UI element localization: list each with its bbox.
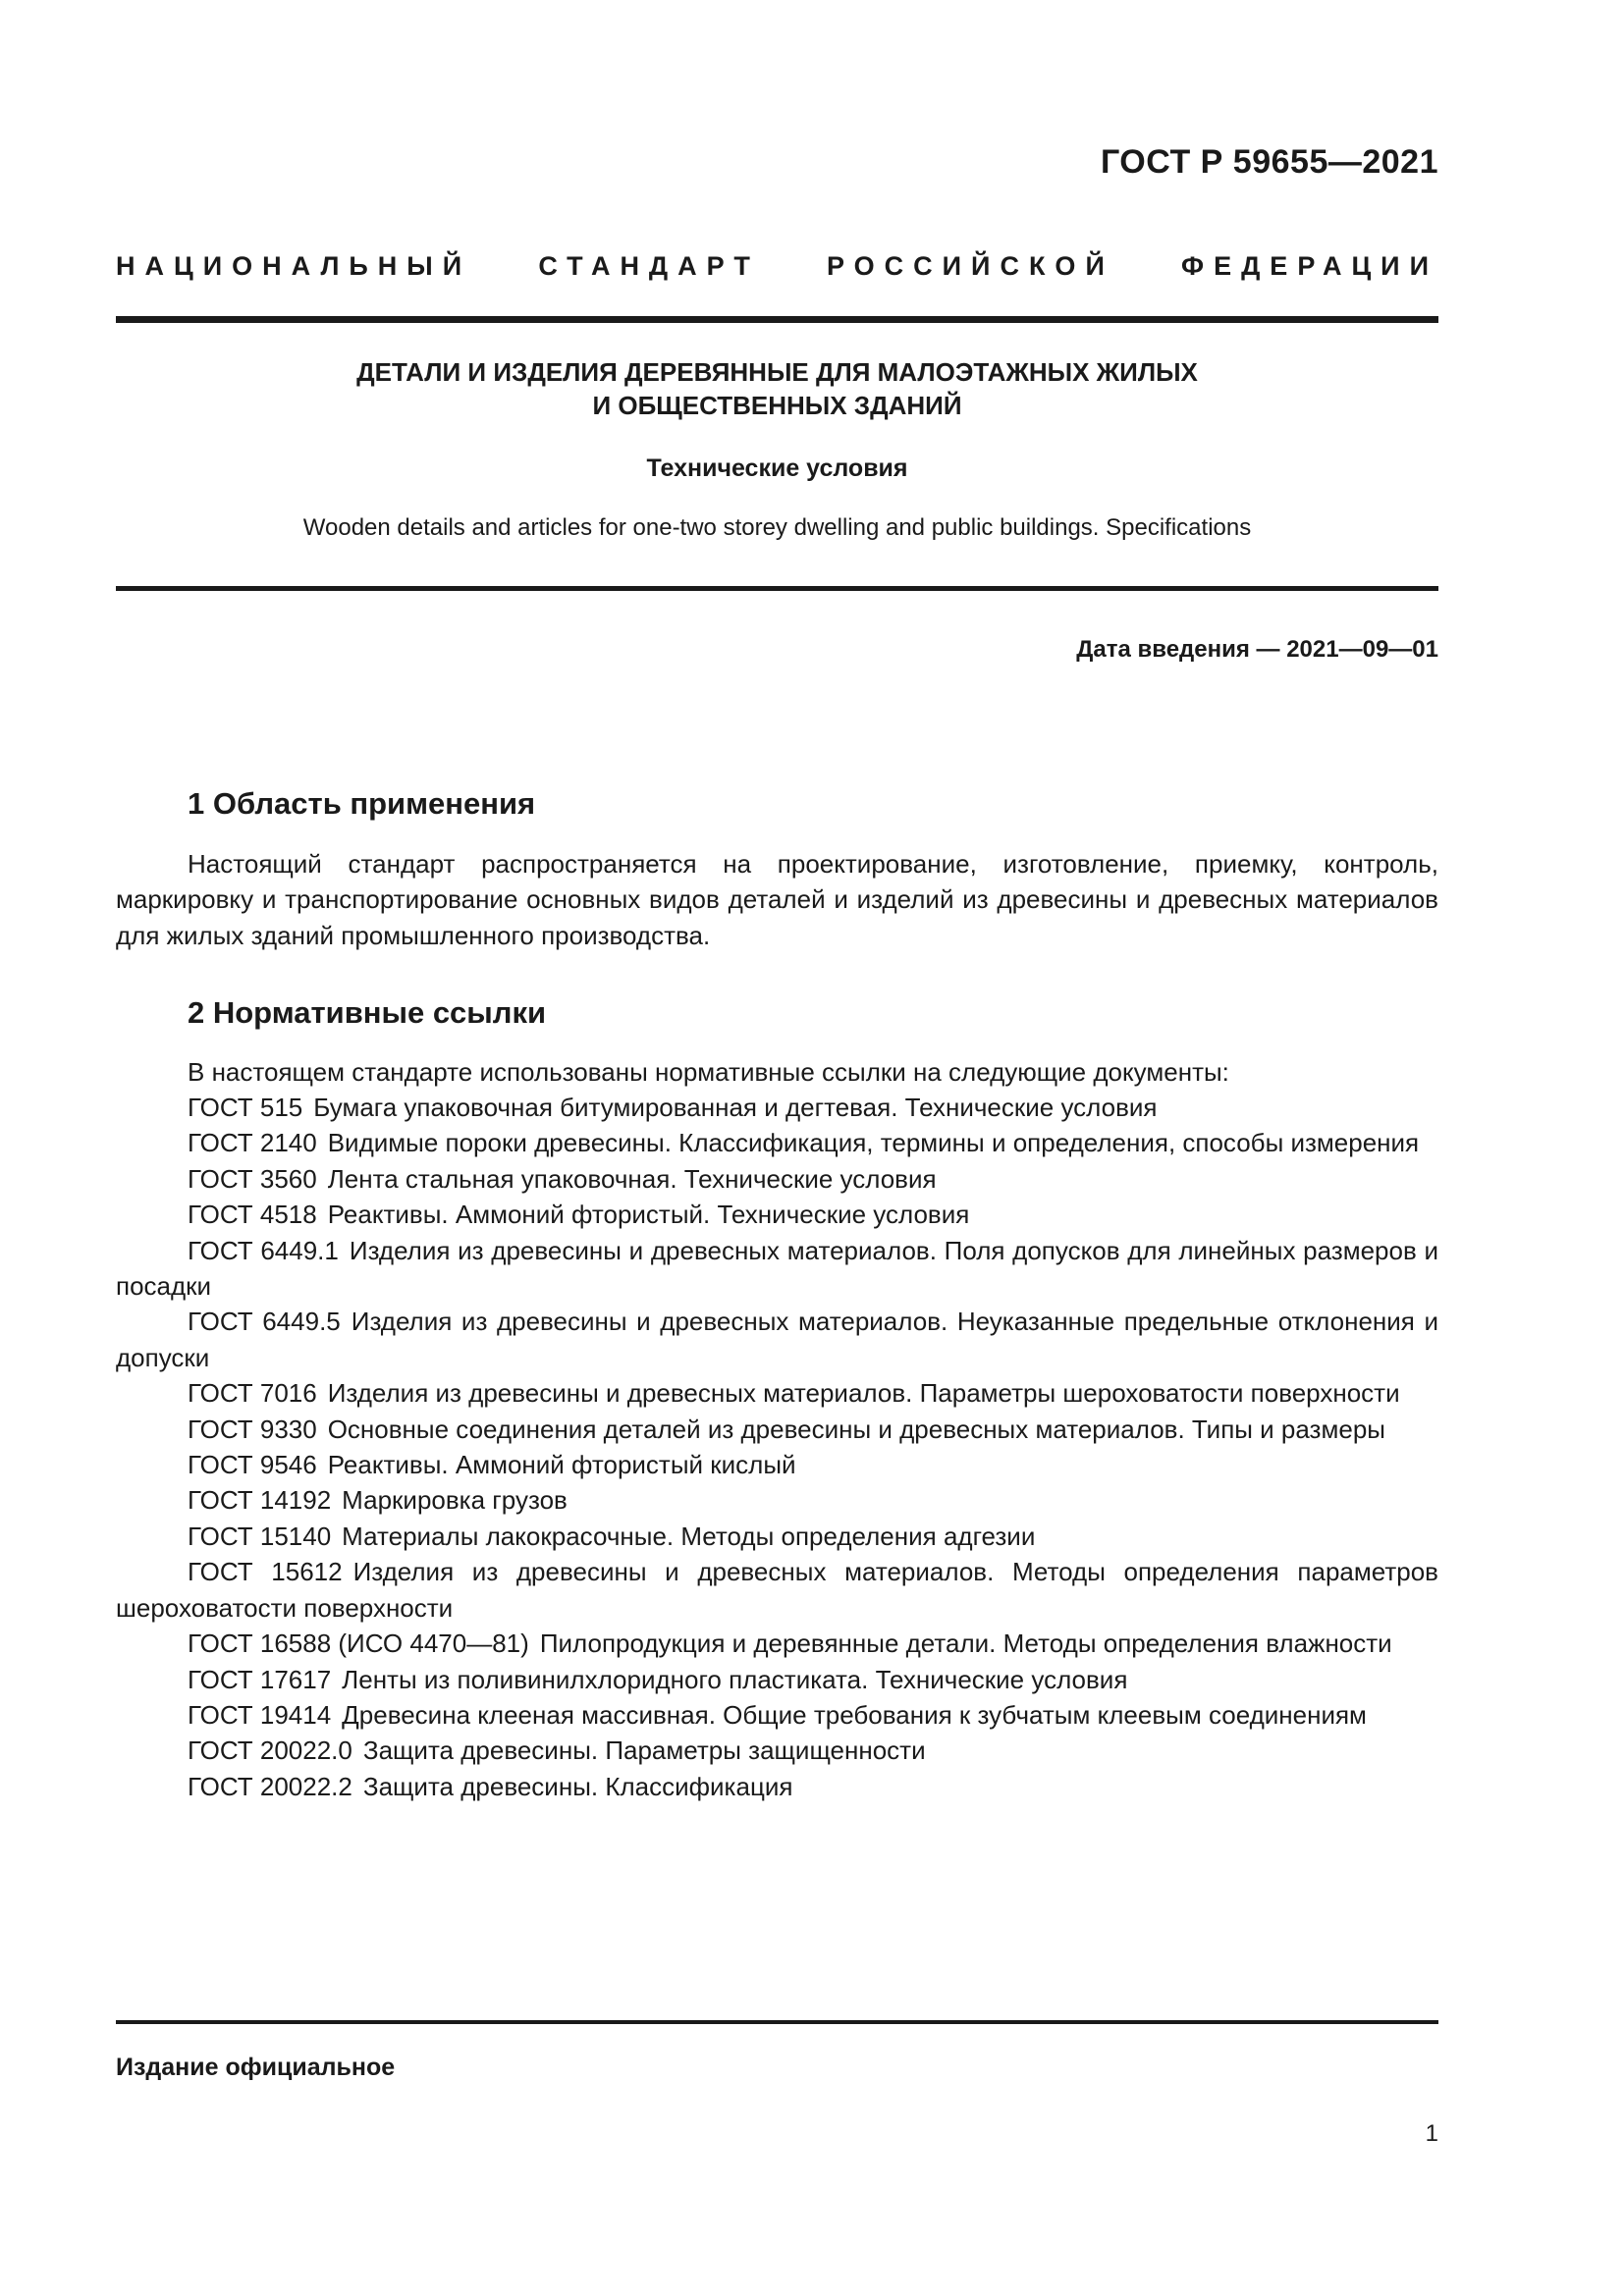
reference-item <box>116 1697 1438 1733</box>
reference-code: ГОСТ 6449.1 <box>188 1235 339 1265</box>
reference-code: ГОСТ 7016 <box>188 1378 317 1409</box>
reference-item <box>116 1482 1438 1518</box>
reference-title: Реактивы. Аммоний фтористый кислый <box>327 1450 796 1480</box>
title-line-2: И ОБЩЕСТВЕННЫХ ЗДАНИЙ <box>592 391 962 420</box>
document-title <box>116 355 1438 422</box>
reference-code: ГОСТ 9546 <box>188 1450 317 1480</box>
reference-item <box>116 1233 1438 1305</box>
reference-item <box>116 1447 1438 1482</box>
reference-item <box>116 1161 1438 1197</box>
reference-item <box>116 1662 1438 1697</box>
reference-title: Маркировка грузов <box>342 1485 568 1516</box>
reference-code: ГОСТ 15612 <box>188 1557 343 1587</box>
reference-title: Бумага упаковочная битумированная и дегтевая. Технические условия <box>313 1093 1158 1122</box>
section-1-text: Настоящий стандарт распространяется на проектирование, изготовление, приемку, контроль, маркировку и транспортирование основных видов деталей и изделий из древесины и древесных материалов для жилых зданий промышленного производства. <box>116 849 1438 950</box>
reference-item <box>116 1125 1438 1160</box>
reference-item <box>116 1090 1438 1125</box>
reference-title: Ленты из поливинилхлоридного пластиката. Технические условия <box>342 1664 1128 1694</box>
references-intro: В настоящем стандарте использованы нормативные ссылки на следующие документы: <box>188 1057 1229 1087</box>
reference-code: ГОСТ 20022.0 <box>188 1735 352 1766</box>
reference-item <box>116 1197 1438 1232</box>
national-standard-banner: НАЦИОНАЛЬНЫЙ СТАНДАРТ РОССИЙСКОЙ ФЕДЕРАЦИИ <box>116 251 1438 281</box>
reference-item <box>116 1554 1438 1626</box>
references-list <box>116 1090 1438 1804</box>
footer-rule <box>116 2020 1438 2024</box>
section-1-heading: 1 Область применения <box>188 786 536 821</box>
reference-title: Видимые пороки древесины. Классификация, термины и определения, способы измерения <box>327 1128 1420 1158</box>
reference-code: ГОСТ 6449.5 <box>188 1307 341 1337</box>
reference-title: Изделия из древесины и древесных материалов. Методы определения параметров шероховатости поверхности <box>116 1557 1438 1623</box>
document-subtitle: Технические условия <box>646 454 908 482</box>
reference-code: ГОСТ 3560 <box>188 1163 317 1194</box>
reference-title: Защита древесины. Классификация <box>362 1771 793 1801</box>
reference-title: Древесина клееная массивная. Общие требования к зубчатым клеевым соединениям <box>342 1699 1367 1730</box>
english-title: Wooden details and articles for one-two storey dwelling and public buildings. Specifications <box>302 514 1252 541</box>
reference-item <box>116 1304 1438 1375</box>
page-number: 1 <box>1425 2120 1438 2147</box>
reference-title: Лента стальная упаковочная. Технические условия <box>327 1163 937 1194</box>
reference-code: ГОСТ 515 <box>188 1093 303 1122</box>
reference-title: Изделия из древесины и древесных материалов. Параметры шероховатости поверхности <box>327 1378 1400 1409</box>
reference-item <box>116 1412 1438 1447</box>
reference-code: ГОСТ 4518 <box>188 1200 317 1230</box>
standard-code: ГОСТ Р 59655—2021 <box>1100 143 1438 181</box>
official-edition-label: Издание официальное <box>116 2054 396 2081</box>
reference-code: ГОСТ 19414 <box>188 1699 332 1730</box>
reference-item <box>116 1375 1438 1411</box>
top-rule <box>116 316 1438 323</box>
reference-item <box>116 1626 1438 1661</box>
reference-item <box>116 1769 1438 1804</box>
reference-item <box>116 1519 1438 1554</box>
reference-code: ГОСТ 14192 <box>188 1485 332 1516</box>
reference-title: Материалы лакокрасочные. Методы определения адгезии <box>342 1521 1036 1551</box>
reference-title: Основные соединения деталей из древесины и древесных материалов. Типы и размеры <box>327 1414 1385 1444</box>
reference-code: ГОСТ 9330 <box>188 1414 317 1444</box>
reference-title: Изделия из древесины и древесных материалов. Неуказанные предельные отклонения и допуски <box>116 1307 1438 1372</box>
reference-item <box>116 1733 1438 1768</box>
reference-code: ГОСТ 2140 <box>188 1128 317 1158</box>
reference-title: Реактивы. Аммоний фтористый. Технические условия <box>327 1200 970 1230</box>
title-line-1: ДЕТАЛИ И ИЗДЕЛИЯ ДЕРЕВЯННЫЕ ДЛЯ МАЛОЭТАЖНЫХ ЖИЛЫХ <box>356 357 1198 387</box>
section-2-heading: 2 Нормативные ссылки <box>188 995 547 1030</box>
reference-code: ГОСТ 17617 <box>188 1664 332 1694</box>
reference-title: Пилопродукция и деревянные детали. Методы определения влажности <box>539 1629 1392 1659</box>
reference-code: ГОСТ 16588 (ИСО 4470—81) <box>188 1629 529 1659</box>
introduction-date: Дата введения — 2021—09—01 <box>1076 636 1438 663</box>
reference-code: ГОСТ 15140 <box>188 1521 332 1551</box>
title-rule <box>116 586 1438 591</box>
reference-title: Изделия из древесины и древесных материалов. Поля допусков для линейных размеров и посадки <box>116 1235 1438 1302</box>
reference-code: ГОСТ 20022.2 <box>188 1771 352 1801</box>
reference-title: Защита древесины. Параметры защищенности <box>362 1735 926 1766</box>
